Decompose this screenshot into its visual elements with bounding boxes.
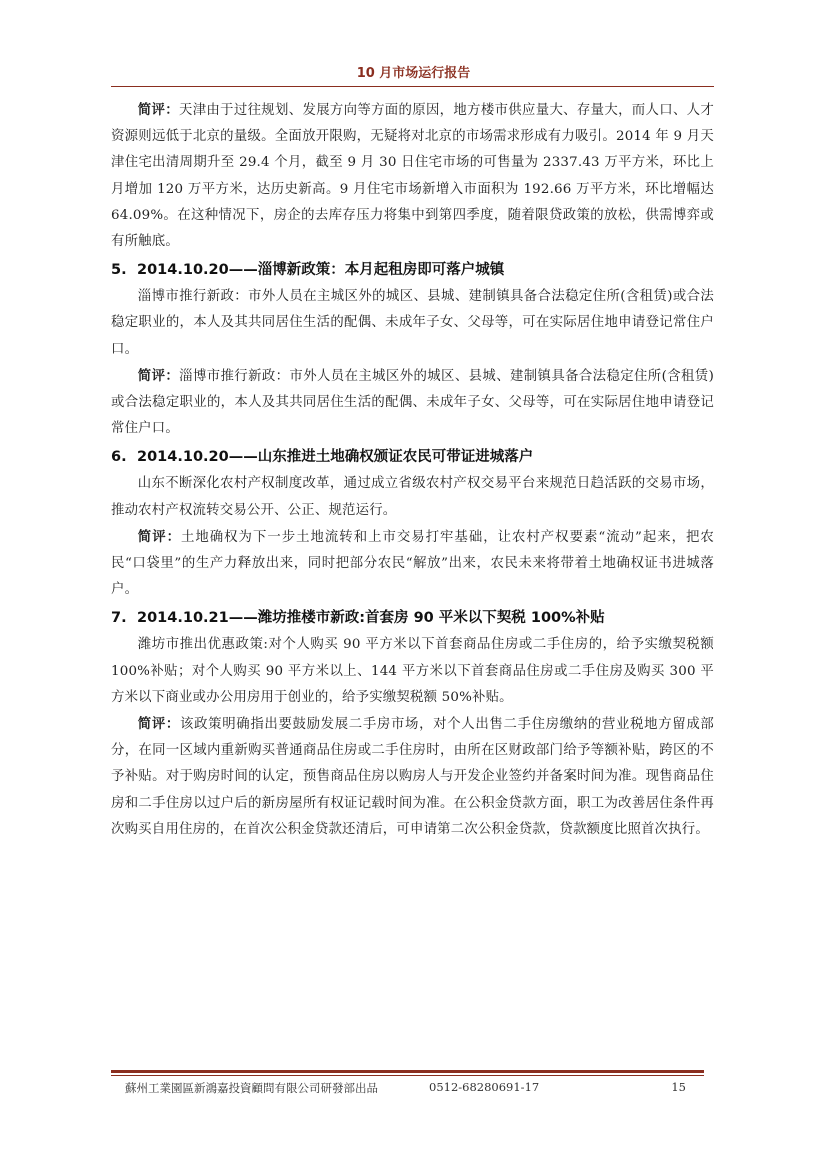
item-number: 7. bbox=[111, 610, 127, 627]
footer-phone: 0512-68280691-17 bbox=[429, 1080, 540, 1094]
item-comment bbox=[111, 363, 714, 443]
comment-text: 该政策明确指出要鼓励发展二手房市场，对个人出售二手住房缴纳的营业税地方留成部分，在同一区域内重新购买普通商品住房或二手住房时，由所在区财政部门给予等额补贴，跨区的不予补贴。对于购房时间的认定，预售商品住房以购房人与开发企业签约并备案时间为准。现售商品住房和二手住房以过户后的新房屋所有权证记载时间为准。在公积金贷款方面，职工为改善居住条件再次购买自用住房的，在首次公积金贷款还清后，可申请第二次公积金贷款，贷款额度比照首次执行。 bbox=[111, 717, 714, 837]
item-title: 2014.10.20——山东推进土地确权颁证农民可带证进城落户 bbox=[137, 449, 534, 466]
footer-company: 蘇州工業園區新鴻嘉投資顧問有限公司研發部出品 bbox=[125, 1081, 378, 1095]
footer-divider-thin bbox=[111, 1075, 704, 1076]
comment-text: 土地确权为下一步土地流转和上市交易打牢基础，让农村产权要素“流动”起来，把农民“口袋里”的生产力释放出来，同时把部分农民“解放”出来，农民未来将带着土地确权证书进城落户。 bbox=[111, 529, 714, 598]
item-heading bbox=[111, 605, 714, 631]
item-title: 2014.10.21——潍坊推楼市新政:首套房 90 平米以下契税 100%补贴 bbox=[137, 610, 605, 627]
comment-text: 淄博市推行新政：市外人员在主城区外的城区、县城、建制镇具备合法稳定住所(含租赁)或合法稳定职业的，本人及其共同居住生活的配偶、未成年子女、父母等，可在实际居住地申请登记常住户口。 bbox=[111, 368, 714, 437]
intro-comment bbox=[111, 97, 714, 255]
footer-divider-thick bbox=[111, 1070, 704, 1073]
item-comment bbox=[111, 711, 714, 843]
item-number: 5. bbox=[111, 262, 127, 279]
item-heading bbox=[111, 257, 714, 283]
item-body: 淄博市推行新政：市外人员在主城区外的城区、县城、建制镇具备合法稳定住所(含租赁)或合法稳定职业的，本人及其共同居住生活的配偶、未成年子女、父母等，可在实际居住地申请登记常住户口。 bbox=[111, 289, 714, 357]
comment-text: 天津由于过往规划、发展方向等方面的原因，地方楼市供应量大、存量大，而人口、人才资源则远低于北京的量级。全面放开限购，无疑将对北京的市场需求形成有力吸引。2014 年 9 月天津住宅出清周期升至 29.4 个月，截至 9 月 30 日住宅市场的可售量为 2337.43 万平方米，环比上月增加 120 万平方米，达历史新高。9 月住宅市场新增入市面积为 192.66 万平方米，环比增幅达 64.09%。在这种情况下，房企的去库存压力将集中到第四季度，随着限贷政策的放松，供需博弈或有所触底。 bbox=[111, 103, 714, 250]
page-number: 15 bbox=[671, 1080, 686, 1094]
comment-label: 简评： bbox=[137, 528, 181, 545]
item-number: 6. bbox=[111, 449, 127, 466]
report-body bbox=[111, 97, 714, 843]
comment-label: 简评： bbox=[137, 102, 179, 118]
item-body: 潍坊市推出优惠政策:对个人购买 90 平方米以下首套商品住房或二手住房的，给予实缴契税额 100%补贴；对个人购买 90 平方米以上、144 平方米以下首套商品住房或二手住房及购买 300 平方米以下商业或办公用房用于创业的，给予实缴契税额 50%补贴。 bbox=[111, 637, 714, 705]
header-divider bbox=[111, 86, 714, 87]
item-body: 山东不断深化农村产权制度改革，通过成立省级农村产权交易平台来规范日趋活跃的交易市场，推动农村产权流转交易公开、公正、规范运行。 bbox=[111, 476, 714, 518]
comment-label: 简评： bbox=[137, 716, 180, 733]
item-title: 2014.10.20——淄博新政策：本月起租房即可落户城镇 bbox=[137, 262, 505, 279]
item-heading bbox=[111, 444, 714, 470]
comment-label: 简评： bbox=[137, 367, 180, 384]
page-header-title: 10 月市场运行报告 bbox=[356, 66, 471, 81]
item-comment bbox=[111, 524, 714, 604]
